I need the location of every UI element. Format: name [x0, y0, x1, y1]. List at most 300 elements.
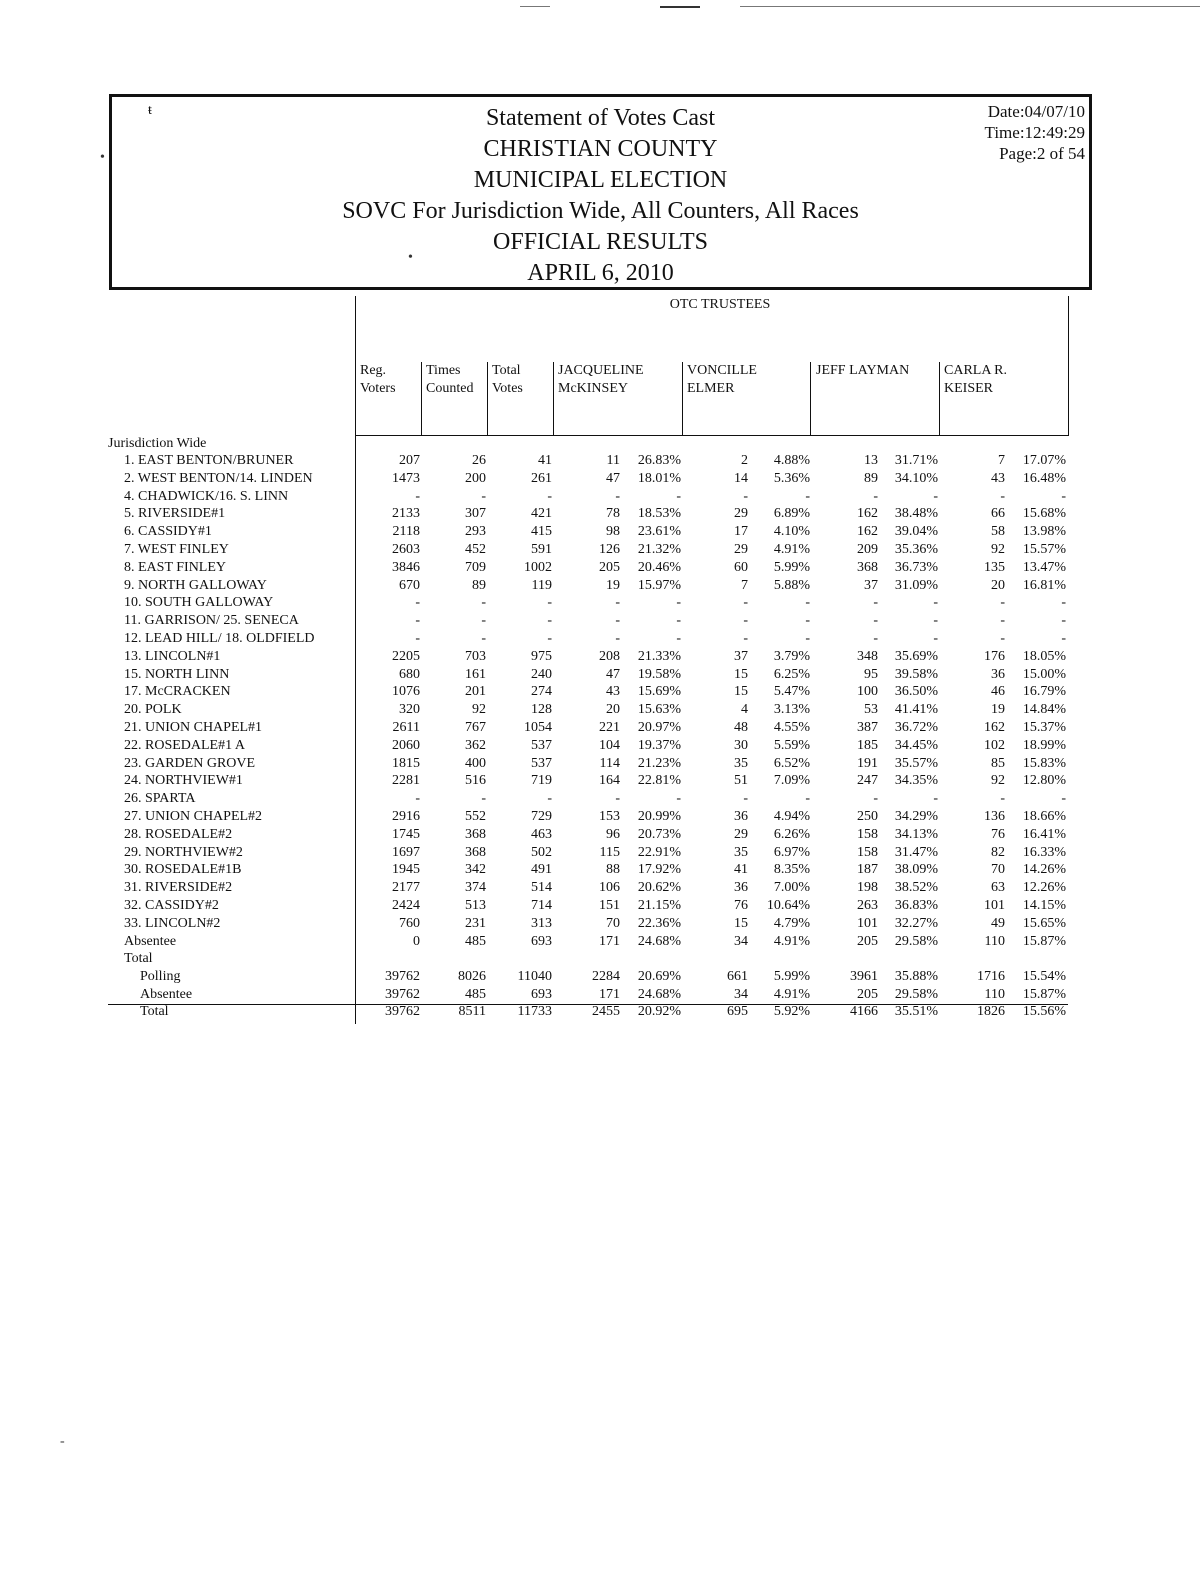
totals-underline	[108, 1004, 1068, 1005]
keiser-pct: 14.26%	[1022, 862, 1066, 878]
mckinsey-pct: 20.99%	[637, 809, 681, 824]
elmer-pct: -	[805, 595, 810, 611]
mckinsey-pct: 21.33%	[637, 648, 681, 664]
layman-pct: 36.72%	[894, 720, 938, 735]
mckinsey-votes: -	[615, 631, 620, 646]
reg-voters: 1815	[392, 755, 420, 771]
mckinsey-pct: 20.62%	[637, 880, 681, 896]
elmer-votes: -	[743, 631, 748, 646]
reg-voters: -	[415, 595, 420, 611]
mckinsey-votes: 78	[606, 506, 620, 522]
total-votes: 11040	[517, 969, 552, 984]
elmer-votes: -	[743, 595, 748, 611]
mckinsey-votes: 106	[599, 880, 620, 896]
mckinsey-votes: 205	[599, 559, 620, 575]
layman-pct: 36.83%	[894, 898, 938, 913]
print-time: Time:12:49:29	[984, 123, 1085, 142]
keiser-pct: 15.37%	[1022, 720, 1066, 735]
scan-speck: •	[100, 150, 105, 165]
elmer-votes: 60	[734, 559, 748, 575]
race-title: OTC TRUSTEES	[669, 297, 771, 312]
total-votes: 491	[531, 862, 552, 878]
layman-votes: 368	[857, 559, 878, 575]
scan-speck: •	[408, 250, 413, 265]
mckinsey-votes: 2284	[592, 969, 620, 984]
layman-votes: 198	[857, 880, 878, 896]
mckinsey-pct: 21.32%	[637, 542, 681, 557]
layman-votes: 162	[857, 524, 878, 540]
layman-votes: 205	[857, 986, 878, 1002]
table-rule	[682, 362, 683, 436]
total-votes: 591	[531, 542, 552, 557]
mckinsey-pct: 22.81%	[637, 773, 681, 789]
precinct-name: 28. ROSEDALE#2	[124, 826, 233, 842]
table-rule	[421, 362, 422, 436]
mckinsey-pct: 18.01%	[637, 470, 681, 486]
layman-votes: 247	[857, 773, 878, 789]
total-votes: 261	[531, 470, 552, 486]
layman-votes: 100	[857, 684, 878, 700]
elmer-pct: 3.13%	[773, 702, 810, 718]
elmer-pct: 5.99%	[773, 559, 810, 575]
keiser-votes: 92	[991, 773, 1005, 789]
precinct-name: 24. NORTHVIEW#1	[124, 773, 243, 789]
times-counted: 485	[465, 986, 486, 1002]
elmer-votes: 37	[734, 648, 748, 664]
total-votes: 415	[531, 524, 552, 540]
layman-pct: 38.48%	[894, 506, 938, 522]
total-votes: 537	[531, 755, 552, 771]
times-counted: 8511	[458, 1004, 486, 1019]
times-counted: 368	[465, 826, 486, 842]
times-counted: -	[481, 488, 486, 504]
times-counted: 767	[465, 720, 486, 735]
mckinsey-pct: 19.37%	[637, 737, 681, 753]
reg-voters: -	[415, 613, 420, 629]
table-row	[0, 701, 1200, 719]
table-row	[0, 897, 1200, 915]
layman-votes: 89	[864, 470, 878, 486]
reg-voters: 1076	[392, 684, 420, 700]
reg-voters: 680	[399, 666, 420, 682]
elmer-votes: 15	[734, 666, 748, 682]
elmer-pct: 6.26%	[773, 826, 810, 842]
layman-votes: -	[873, 488, 878, 504]
layman-votes: 250	[857, 809, 878, 824]
total-votes: 128	[531, 702, 552, 718]
layman-votes: -	[873, 595, 878, 611]
times-counted: 709	[465, 559, 486, 575]
elmer-votes: 15	[734, 684, 748, 700]
mckinsey-pct: 19.58%	[637, 666, 681, 682]
keiser-pct: 15.87%	[1022, 933, 1066, 949]
mckinsey-votes: 96	[606, 826, 620, 842]
layman-pct: 35.51%	[894, 1004, 938, 1019]
table-row	[0, 470, 1200, 488]
mckinsey-pct: -	[676, 791, 681, 807]
total-votes: -	[547, 488, 552, 504]
reg-voters: 2133	[392, 506, 420, 522]
scan-speck: ŧ	[148, 103, 152, 118]
col-candidate-mckinsey: JACQUELINE McKINSEY	[558, 363, 644, 396]
times-counted: 201	[465, 684, 486, 700]
keiser-votes: 58	[991, 524, 1005, 540]
keiser-votes: 102	[984, 737, 1005, 753]
elmer-pct: 10.64%	[766, 898, 810, 913]
keiser-pct: 16.33%	[1022, 844, 1066, 860]
totals-row	[0, 1003, 1200, 1021]
col-candidate-layman: JEFF LAYMAN	[816, 363, 910, 378]
mckinsey-votes: 151	[599, 898, 620, 913]
times-counted: 552	[465, 809, 486, 824]
elmer-pct: 5.99%	[773, 969, 810, 984]
keiser-votes: 20	[991, 577, 1005, 593]
elmer-pct: 4.88%	[773, 453, 810, 468]
layman-pct: 41.41%	[894, 702, 938, 718]
elmer-pct: 5.92%	[773, 1004, 810, 1019]
keiser-votes: -	[1000, 595, 1005, 611]
total-votes: 421	[531, 506, 552, 522]
mckinsey-pct: 20.97%	[637, 720, 681, 735]
keiser-pct: 15.56%	[1022, 1004, 1066, 1019]
reg-voters: 0	[413, 933, 420, 949]
keiser-votes: 49	[991, 915, 1005, 931]
keiser-pct: 12.80%	[1022, 773, 1066, 789]
election-date: APRIL 6, 2010	[527, 260, 674, 286]
keiser-pct: -	[1061, 791, 1066, 807]
mckinsey-votes: -	[615, 791, 620, 807]
totals-row	[0, 986, 1200, 1004]
times-counted: 485	[465, 933, 486, 949]
col-reg-voters: Reg. Voters	[360, 363, 396, 396]
mckinsey-pct: 21.23%	[637, 755, 681, 771]
elmer-pct: 5.59%	[773, 737, 810, 753]
layman-votes: 205	[857, 933, 878, 949]
precinct-name: 4. CHADWICK/16. S. LINN	[124, 488, 289, 504]
reg-voters: 207	[399, 453, 420, 468]
precinct-name: 8. EAST FINLEY	[124, 559, 227, 575]
table-row	[0, 505, 1200, 523]
scan-edge-line	[660, 6, 700, 8]
reg-voters: 1473	[392, 470, 420, 486]
mckinsey-votes: -	[615, 595, 620, 611]
reg-voters: 2603	[392, 542, 420, 557]
mckinsey-pct: 24.68%	[637, 986, 681, 1002]
keiser-pct: -	[1061, 631, 1066, 646]
elmer-pct: 4.91%	[773, 986, 810, 1002]
elmer-pct: 4.10%	[773, 524, 810, 540]
layman-votes: 37	[864, 577, 878, 593]
times-counted: 231	[465, 915, 486, 931]
reg-voters: 39762	[385, 1004, 420, 1019]
layman-pct: 31.09%	[894, 577, 938, 593]
elmer-pct: 6.97%	[773, 844, 810, 860]
elmer-votes: 41	[734, 862, 748, 878]
elmer-pct: 3.79%	[773, 648, 810, 664]
mckinsey-votes: -	[615, 488, 620, 504]
reg-voters: 1745	[392, 826, 420, 842]
layman-votes: 13	[864, 453, 878, 468]
layman-votes: 3961	[850, 969, 878, 984]
total-votes: 719	[531, 773, 552, 789]
mckinsey-votes: 70	[606, 915, 620, 931]
mckinsey-pct: 20.92%	[637, 1004, 681, 1019]
total-votes: 1054	[524, 720, 552, 735]
elmer-pct: 6.89%	[773, 506, 810, 522]
layman-pct: 35.69%	[894, 648, 938, 664]
keiser-votes: 63	[991, 880, 1005, 896]
elmer-votes: 29	[734, 506, 748, 522]
elmer-pct: -	[805, 631, 810, 646]
mckinsey-pct: 15.63%	[637, 702, 681, 718]
layman-votes: 348	[857, 648, 878, 664]
elmer-votes: -	[743, 613, 748, 629]
mckinsey-pct: 18.53%	[637, 506, 681, 522]
reg-voters: 2916	[392, 809, 420, 824]
mckinsey-pct: -	[676, 488, 681, 504]
report-scope: SOVC For Jurisdiction Wide, All Counters, All Races	[342, 198, 859, 224]
keiser-pct: 16.41%	[1022, 826, 1066, 842]
elmer-votes: 29	[734, 826, 748, 842]
mckinsey-votes: 171	[599, 933, 620, 949]
layman-votes: 162	[857, 506, 878, 522]
table-row	[0, 755, 1200, 773]
layman-votes: 158	[857, 844, 878, 860]
table-row	[0, 666, 1200, 684]
mckinsey-votes: 43	[606, 684, 620, 700]
keiser-votes: 43	[991, 470, 1005, 486]
layman-votes: 158	[857, 826, 878, 842]
layman-votes: 191	[857, 755, 878, 771]
elmer-votes: 30	[734, 737, 748, 753]
county-name: CHRISTIAN COUNTY	[483, 136, 718, 162]
total-votes: 463	[531, 826, 552, 842]
total-votes: 729	[531, 809, 552, 824]
keiser-pct: -	[1061, 613, 1066, 629]
layman-pct: 34.13%	[894, 826, 938, 842]
total-votes: 502	[531, 844, 552, 860]
layman-votes: -	[873, 791, 878, 807]
table-row	[0, 612, 1200, 630]
precinct-name: 27. UNION CHAPEL#2	[124, 809, 263, 824]
precinct-name: 5. RIVERSIDE#1	[124, 506, 226, 522]
elmer-pct: 7.09%	[773, 773, 810, 789]
reg-voters: 2281	[392, 773, 420, 789]
elmer-votes: 661	[727, 969, 748, 984]
elmer-pct: -	[805, 488, 810, 504]
totals-label: Total	[124, 951, 153, 966]
total-votes: 514	[531, 880, 552, 896]
table-row	[0, 559, 1200, 577]
keiser-votes: 101	[984, 898, 1005, 913]
mckinsey-pct: -	[676, 631, 681, 646]
elmer-pct: 8.35%	[773, 862, 810, 878]
elmer-pct: 5.47%	[773, 684, 810, 700]
keiser-votes: -	[1000, 613, 1005, 629]
scan-edge-line	[520, 6, 550, 7]
precinct-name: 11. GARRISON/ 25. SENECA	[124, 613, 299, 629]
report-header	[109, 94, 1092, 290]
mckinsey-votes: 47	[606, 470, 620, 486]
elmer-pct: 7.00%	[773, 880, 810, 896]
precinct-name: Absentee	[140, 986, 193, 1002]
keiser-pct: 15.65%	[1022, 915, 1066, 931]
col-candidate-keiser: CARLA R. KEISER	[944, 363, 1008, 396]
mckinsey-votes: 221	[599, 720, 620, 735]
mckinsey-votes: 11	[606, 453, 620, 468]
reg-voters: 3846	[392, 559, 420, 575]
keiser-votes: -	[1000, 631, 1005, 646]
keiser-votes: -	[1000, 791, 1005, 807]
mckinsey-votes: -	[615, 613, 620, 629]
times-counted: 400	[465, 755, 486, 771]
elmer-votes: 34	[734, 933, 748, 949]
mckinsey-votes: 98	[606, 524, 620, 540]
elmer-votes: -	[743, 488, 748, 504]
times-counted: 513	[465, 898, 486, 913]
layman-pct: 34.10%	[894, 470, 938, 486]
reg-voters: 2060	[392, 737, 420, 753]
table-row	[0, 683, 1200, 701]
mckinsey-pct: 22.91%	[637, 844, 681, 860]
keiser-votes: 1716	[977, 969, 1005, 984]
times-counted: -	[481, 791, 486, 807]
elmer-pct: 6.25%	[773, 666, 810, 682]
elmer-votes: 34	[734, 986, 748, 1002]
total-votes: -	[547, 613, 552, 629]
times-counted: 368	[465, 844, 486, 860]
mckinsey-pct: 17.92%	[637, 862, 681, 878]
mckinsey-votes: 171	[599, 986, 620, 1002]
reg-voters: 39762	[385, 986, 420, 1002]
times-counted: -	[481, 631, 486, 646]
keiser-votes: 19	[991, 702, 1005, 718]
reg-voters: 760	[399, 915, 420, 931]
col-times-counted: Times Counted	[426, 363, 474, 396]
layman-votes: 263	[857, 898, 878, 913]
table-row	[0, 861, 1200, 879]
layman-pct: 31.47%	[894, 844, 938, 860]
col-total-votes: Total Votes	[492, 363, 523, 396]
table-row	[0, 933, 1200, 951]
keiser-votes: 7	[998, 453, 1005, 468]
mckinsey-votes: 153	[599, 809, 620, 824]
reg-voters: 670	[399, 577, 420, 593]
table-row	[0, 719, 1200, 737]
total-votes: 41	[538, 453, 552, 468]
keiser-votes: 85	[991, 755, 1005, 771]
keiser-votes: 70	[991, 862, 1005, 878]
section-label: Jurisdiction Wide	[108, 436, 207, 451]
times-counted: -	[481, 613, 486, 629]
reg-voters: 1945	[392, 862, 420, 878]
precinct-name: 29. NORTHVIEW#2	[124, 844, 243, 860]
total-votes: 975	[531, 648, 552, 664]
table-row	[0, 523, 1200, 541]
total-votes: 11733	[517, 1004, 552, 1019]
times-counted: 452	[465, 542, 486, 557]
mckinsey-pct: 24.68%	[637, 933, 681, 949]
precinct-name: 23. GARDEN GROVE	[124, 755, 256, 771]
elmer-votes: 17	[734, 524, 748, 540]
mckinsey-pct: 20.46%	[637, 559, 681, 575]
keiser-pct: 12.26%	[1022, 880, 1066, 896]
layman-votes: 185	[857, 737, 878, 753]
table-row	[0, 488, 1200, 506]
layman-pct: -	[933, 488, 938, 504]
precinct-name: 2. WEST BENTON/14. LINDEN	[124, 470, 313, 486]
layman-pct: 32.27%	[894, 915, 938, 931]
report-status: OFFICIAL RESULTS	[493, 229, 708, 255]
elmer-votes: 14	[734, 470, 748, 486]
total-votes: 537	[531, 737, 552, 753]
keiser-votes: 136	[984, 809, 1005, 824]
elmer-votes: 695	[727, 1004, 748, 1019]
precinct-name: 12. LEAD HILL/ 18. OLDFIELD	[124, 631, 315, 646]
keiser-pct: 16.81%	[1022, 577, 1066, 593]
precinct-name: 26. SPARTA	[124, 791, 196, 807]
layman-votes: -	[873, 631, 878, 646]
times-counted: 293	[465, 524, 486, 540]
precinct-name: 6. CASSIDY#1	[124, 524, 212, 540]
table-row	[0, 772, 1200, 790]
layman-pct: 31.71%	[894, 453, 938, 468]
times-counted: 26	[472, 453, 486, 468]
mckinsey-pct: -	[676, 595, 681, 611]
elmer-pct: 5.36%	[773, 470, 810, 486]
keiser-votes: 176	[984, 648, 1005, 664]
layman-pct: 35.57%	[894, 755, 938, 771]
times-counted: 703	[465, 648, 486, 664]
elmer-pct: 4.55%	[773, 720, 810, 735]
total-votes: 119	[531, 577, 552, 593]
mckinsey-votes: 115	[599, 844, 620, 860]
elmer-pct: 4.94%	[773, 809, 810, 824]
layman-votes: -	[873, 613, 878, 629]
elmer-votes: 29	[734, 542, 748, 557]
times-counted: 307	[465, 506, 486, 522]
layman-pct: -	[933, 595, 938, 611]
times-counted: 92	[472, 702, 486, 718]
times-counted: 374	[465, 880, 486, 896]
times-counted: 342	[465, 862, 486, 878]
reg-voters: 320	[399, 702, 420, 718]
precinct-name: 9. NORTH GALLOWAY	[124, 577, 267, 593]
precinct-name: 15. NORTH LINN	[124, 666, 230, 682]
total-votes: -	[547, 595, 552, 611]
layman-pct: 38.52%	[894, 880, 938, 896]
times-counted: 161	[465, 666, 486, 682]
table-rule	[939, 362, 940, 436]
report-meta	[985, 101, 1085, 164]
keiser-pct: 15.68%	[1022, 506, 1066, 522]
elmer-pct: -	[805, 791, 810, 807]
elmer-votes: 51	[734, 773, 748, 789]
reg-voters: 39762	[385, 969, 420, 984]
layman-votes: 209	[857, 542, 878, 557]
layman-pct: 29.58%	[894, 986, 938, 1002]
reg-voters: 2118	[392, 524, 420, 540]
mckinsey-votes: 208	[599, 648, 620, 664]
keiser-pct: 16.48%	[1022, 470, 1066, 486]
keiser-votes: 76	[991, 826, 1005, 842]
layman-pct: 34.35%	[894, 773, 938, 789]
elmer-pct: -	[805, 613, 810, 629]
keiser-votes: -	[1000, 488, 1005, 504]
layman-pct: 29.58%	[894, 933, 938, 949]
mckinsey-votes: 2455	[592, 1004, 620, 1019]
precinct-name: Absentee	[124, 933, 177, 949]
